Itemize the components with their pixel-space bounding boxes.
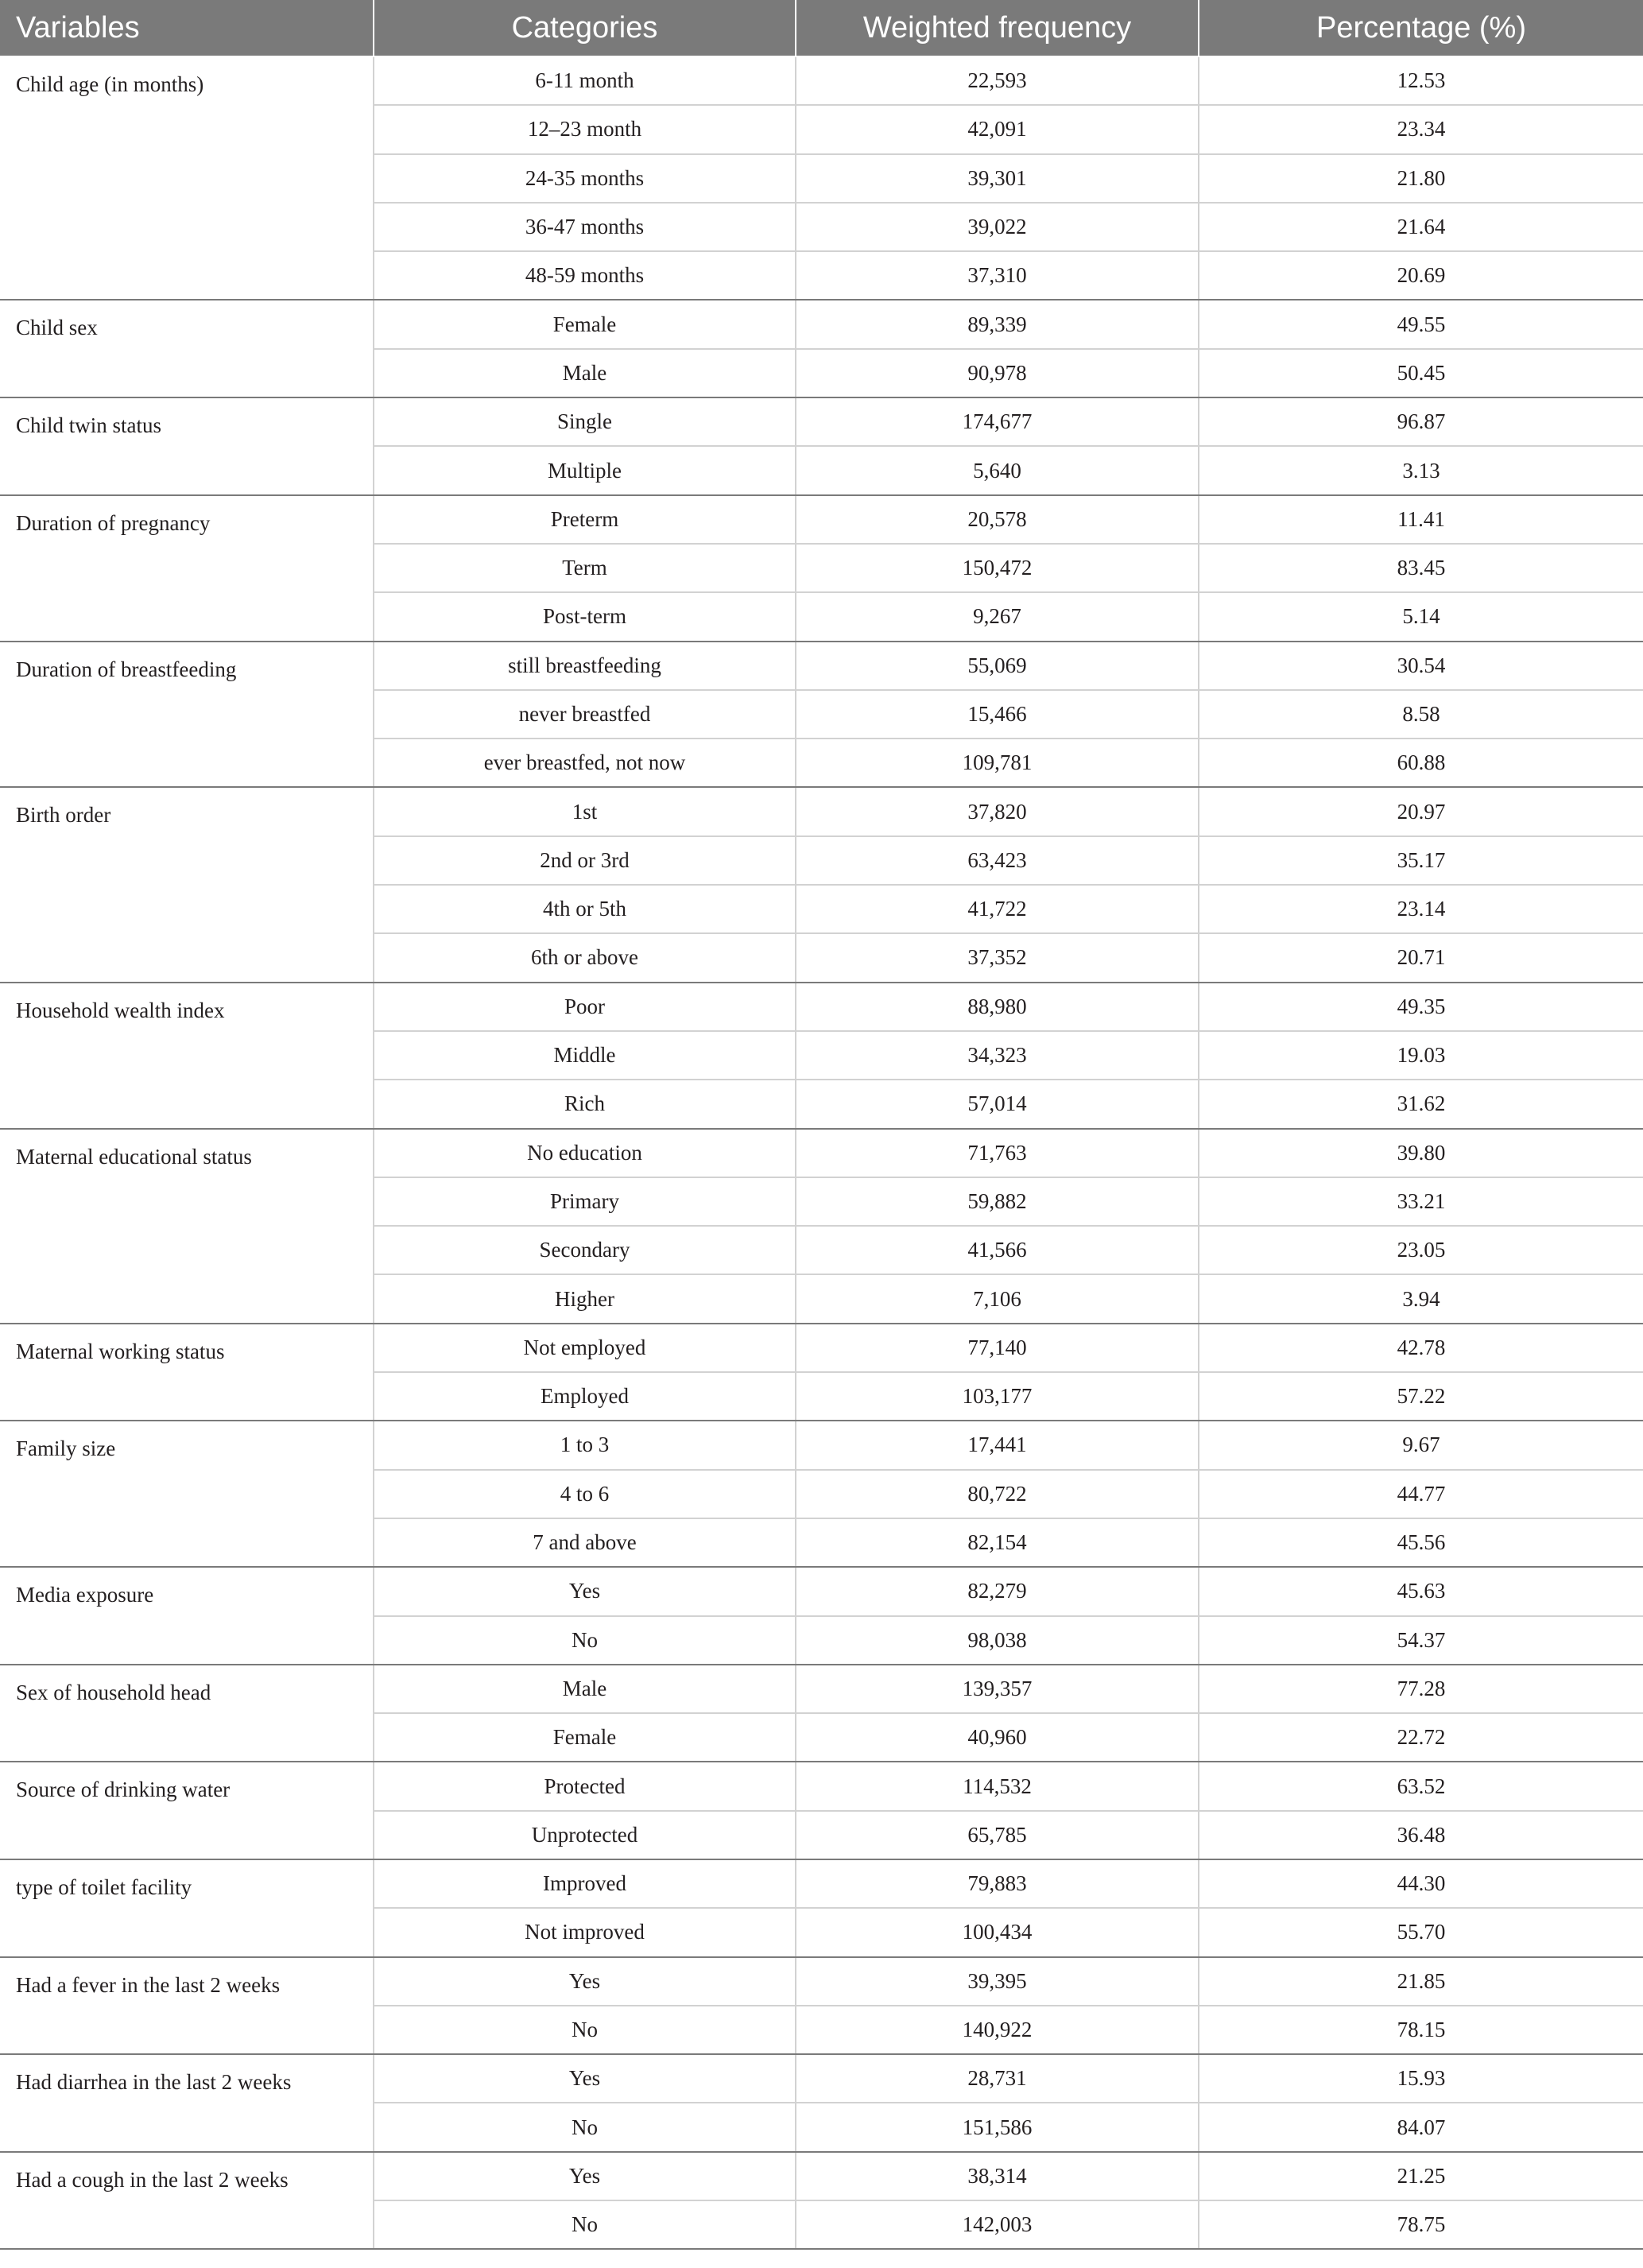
percentage-cell: 45.56 [1199,1518,1643,1567]
weighted-frequency-cell: 98,038 [796,1616,1199,1665]
category-cell: Employed [374,1372,796,1421]
percentage-cell: 5.14 [1199,592,1643,641]
header-variables: Variables [0,0,374,56]
category-cell: Male [374,349,796,397]
category-cell: ever breastfed, not now [374,739,796,787]
category-cell: 4th or 5th [374,885,796,933]
category-cell: Not improved [374,1908,796,1956]
category-cell: 36-47 months [374,203,796,251]
table-row [0,2152,1643,2200]
percentage-cell: 54.37 [1199,1616,1643,1665]
weighted-frequency-cell: 109,781 [796,739,1199,787]
percentage-cell: 21.85 [1199,1957,1643,2006]
category-cell: Protected [374,1762,796,1810]
variable-cell: Had diarrhea in the last 2 weeks [0,2054,374,2152]
category-cell: Yes [374,1957,796,2006]
weighted-frequency-cell: 59,882 [796,1177,1199,1226]
percentage-cell: 35.17 [1199,836,1643,885]
table-row [0,983,1643,1031]
category-cell: 24-35 months [374,154,796,203]
weighted-frequency-cell: 63,423 [796,836,1199,885]
percentage-cell: 45.63 [1199,1567,1643,1615]
category-cell: Higher [374,1274,796,1323]
variable-cell: Household wealth index [0,983,374,1129]
variable-cell: Child age (in months) [0,56,374,300]
weighted-frequency-cell: 9,267 [796,592,1199,641]
variable-cell: Had a fever in the last 2 weeks [0,1957,374,2055]
category-cell: Single [374,397,796,446]
percentage-cell: 31.62 [1199,1080,1643,1128]
header-percentage: Percentage (%) [1199,0,1643,56]
percentage-cell: 8.58 [1199,690,1643,739]
category-cell: 2nd or 3rd [374,836,796,885]
weighted-frequency-cell: 34,323 [796,1031,1199,1080]
category-cell: 6-11 month [374,56,796,105]
category-cell: Yes [374,2152,796,2200]
category-cell: 12–23 month [374,105,796,153]
category-cell: No education [374,1129,796,1177]
percentage-cell: 83.45 [1199,544,1643,592]
table-row [0,1567,1643,1615]
category-cell: Yes [374,1567,796,1615]
table-row [0,56,1643,105]
percentage-cell: 78.75 [1199,2200,1643,2249]
weighted-frequency-cell: 17,441 [796,1421,1199,1469]
table-row [0,300,1643,348]
weighted-frequency-cell: 37,352 [796,933,1199,982]
variable-cell: Child twin status [0,397,374,495]
weighted-frequency-cell: 139,357 [796,1665,1199,1713]
variable-cell: Duration of breastfeeding [0,642,374,788]
category-cell: Secondary [374,1226,796,1274]
category-cell: still breastfeeding [374,642,796,690]
table-row [0,1665,1643,1713]
percentage-cell: 12.53 [1199,56,1643,105]
table-row [0,1421,1643,1469]
header-row [0,0,1643,56]
category-cell: Term [374,544,796,592]
percentage-cell: 30.54 [1199,642,1643,690]
percentage-cell: 78.15 [1199,2006,1643,2054]
percentage-cell: 57.22 [1199,1372,1643,1421]
category-cell: Post-term [374,592,796,641]
weighted-frequency-cell: 80,722 [796,1470,1199,1518]
variable-cell: Media exposure [0,1567,374,1665]
category-cell: Poor [374,983,796,1031]
category-cell: 7 and above [374,1518,796,1567]
weighted-frequency-cell: 100,434 [796,1908,1199,1956]
percentage-cell: 33.21 [1199,1177,1643,1226]
table-row [0,2054,1643,2103]
category-cell: Unprotected [374,1811,796,1859]
table-row [0,1129,1643,1177]
percentage-cell: 3.13 [1199,446,1643,494]
table-row [0,1324,1643,1372]
table-row [0,397,1643,446]
weighted-frequency-cell: 28,731 [796,2054,1199,2103]
category-cell: Female [374,1713,796,1762]
weighted-frequency-cell: 39,022 [796,203,1199,251]
weighted-frequency-cell: 150,472 [796,544,1199,592]
percentage-cell: 42.78 [1199,1324,1643,1372]
variable-cell: Birth order [0,787,374,982]
variable-cell: Maternal working status [0,1324,374,1421]
variable-cell: Child sex [0,300,374,397]
weighted-frequency-cell: 89,339 [796,300,1199,348]
weighted-frequency-cell: 82,154 [796,1518,1199,1567]
weighted-frequency-cell: 42,091 [796,105,1199,153]
percentage-cell: 84.07 [1199,2103,1643,2151]
percentage-cell: 22.72 [1199,1713,1643,1762]
weighted-frequency-cell: 41,722 [796,885,1199,933]
category-cell: Preterm [374,495,796,544]
category-cell: Improved [374,1859,796,1908]
variable-cell: Maternal educational status [0,1129,374,1324]
table-row [0,642,1643,690]
percentage-cell: 21.25 [1199,2152,1643,2200]
weighted-frequency-cell: 15,466 [796,690,1199,739]
percentage-cell: 20.69 [1199,251,1643,300]
percentage-cell: 23.14 [1199,885,1643,933]
percentage-cell: 15.93 [1199,2054,1643,2103]
weighted-frequency-cell: 151,586 [796,2103,1199,2151]
category-cell: No [374,2006,796,2054]
category-cell: 1 to 3 [374,1421,796,1469]
category-cell: Not employed [374,1324,796,1372]
category-cell: No [374,2103,796,2151]
weighted-frequency-cell: 142,003 [796,2200,1199,2249]
weighted-frequency-cell: 103,177 [796,1372,1199,1421]
weighted-frequency-cell: 82,279 [796,1567,1199,1615]
weighted-frequency-cell: 5,640 [796,446,1199,494]
percentage-cell: 96.87 [1199,397,1643,446]
percentage-cell: 63.52 [1199,1762,1643,1810]
variable-cell: Duration of pregnancy [0,495,374,642]
table-row [0,495,1643,544]
table-row [0,787,1643,835]
weighted-frequency-cell: 22,593 [796,56,1199,105]
percentage-cell: 50.45 [1199,349,1643,397]
weighted-frequency-cell: 20,578 [796,495,1199,544]
weighted-frequency-cell: 88,980 [796,983,1199,1031]
category-cell: never breastfed [374,690,796,739]
variable-cell: type of toilet facility [0,1859,374,1957]
category-cell: Middle [374,1031,796,1080]
percentage-cell: 11.41 [1199,495,1643,544]
weighted-frequency-cell: 38,314 [796,2152,1199,2200]
table-row [0,1957,1643,2006]
header-weighted-frequency: Weighted frequency [796,0,1199,56]
weighted-frequency-cell: 39,395 [796,1957,1199,2006]
variable-cell: Family size [0,1421,374,1567]
percentage-cell: 20.71 [1199,933,1643,982]
category-cell: 1st [374,787,796,835]
weighted-frequency-cell: 37,310 [796,251,1199,300]
percentage-cell: 60.88 [1199,739,1643,787]
percentage-cell: 3.94 [1199,1274,1643,1323]
weighted-frequency-cell: 77,140 [796,1324,1199,1372]
variable-cell: Sex of household head [0,1665,374,1762]
category-cell: No [374,2200,796,2249]
weighted-frequency-cell: 65,785 [796,1811,1199,1859]
weighted-frequency-cell: 79,883 [796,1859,1199,1908]
percentage-cell: 55.70 [1199,1908,1643,1956]
percentage-cell: 36.48 [1199,1811,1643,1859]
percentage-cell: 49.35 [1199,983,1643,1031]
category-cell: Female [374,300,796,348]
percentage-cell: 21.64 [1199,203,1643,251]
percentage-cell: 44.77 [1199,1470,1643,1518]
table-row [0,1762,1643,1810]
percentage-cell: 9.67 [1199,1421,1643,1469]
weighted-frequency-cell: 140,922 [796,2006,1199,2054]
weighted-frequency-cell: 37,820 [796,787,1199,835]
weighted-frequency-cell: 39,301 [796,154,1199,203]
percentage-cell: 23.34 [1199,105,1643,153]
percentage-cell: 19.03 [1199,1031,1643,1080]
table-header [0,0,1643,56]
percentage-cell: 77.28 [1199,1665,1643,1713]
percentage-cell: 23.05 [1199,1226,1643,1274]
weighted-frequency-cell: 114,532 [796,1762,1199,1810]
category-cell: Yes [374,2054,796,2103]
weighted-frequency-cell: 174,677 [796,397,1199,446]
table-body [0,56,1643,2249]
weighted-frequency-cell: 90,978 [796,349,1199,397]
header-categories: Categories [374,0,796,56]
category-cell: 48-59 months [374,251,796,300]
percentage-cell: 21.80 [1199,154,1643,203]
weighted-frequency-cell: 57,014 [796,1080,1199,1128]
category-cell: 6th or above [374,933,796,982]
weighted-frequency-cell: 55,069 [796,642,1199,690]
category-cell: Multiple [374,446,796,494]
weighted-frequency-cell: 71,763 [796,1129,1199,1177]
category-cell: Primary [374,1177,796,1226]
percentage-cell: 44.30 [1199,1859,1643,1908]
percentage-cell: 49.55 [1199,300,1643,348]
weighted-frequency-cell: 41,566 [796,1226,1199,1274]
percentage-cell: 39.80 [1199,1129,1643,1177]
category-cell: Rich [374,1080,796,1128]
category-cell: Male [374,1665,796,1713]
weighted-frequency-cell: 7,106 [796,1274,1199,1323]
percentage-cell: 20.97 [1199,787,1643,835]
category-cell: No [374,1616,796,1665]
category-cell: 4 to 6 [374,1470,796,1518]
variable-cell: Source of drinking water [0,1762,374,1859]
weighted-frequency-cell: 40,960 [796,1713,1199,1762]
variable-cell: Had a cough in the last 2 weeks [0,2152,374,2250]
table-row [0,1859,1643,1908]
